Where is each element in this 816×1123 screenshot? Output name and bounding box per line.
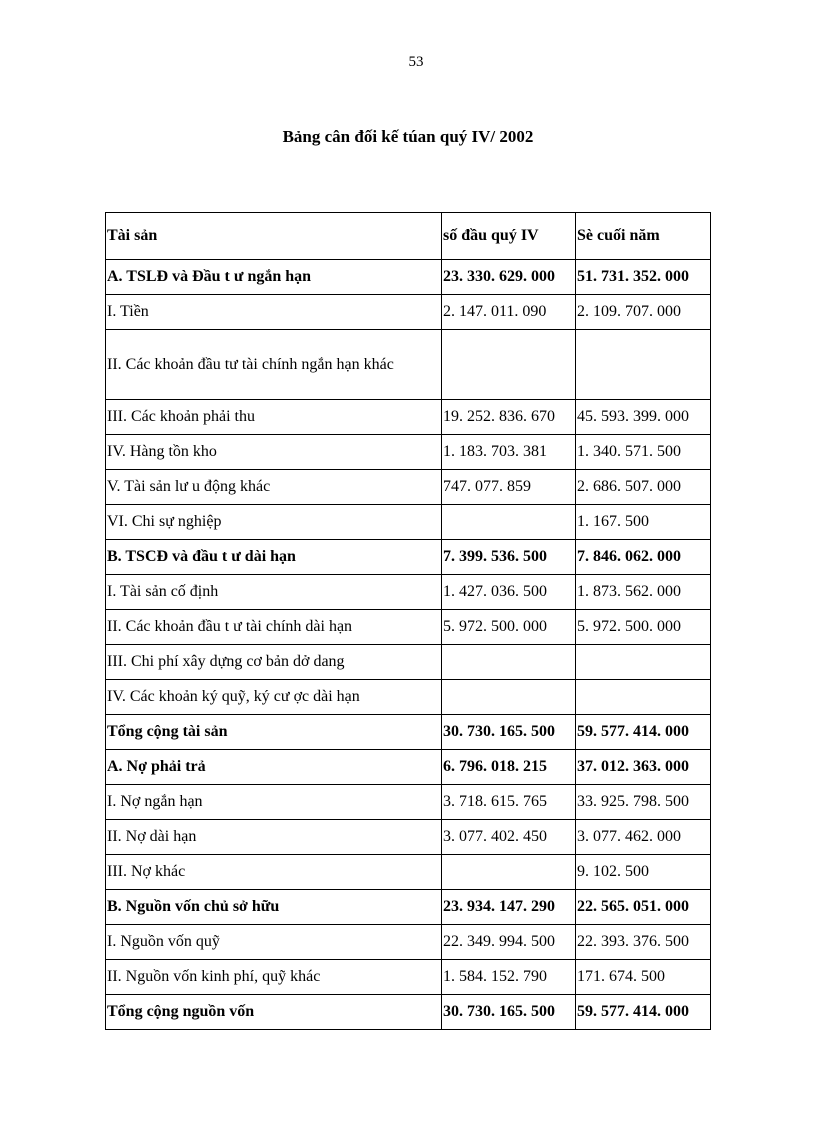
start-of-quarter-value: 3. 077. 402. 450 — [442, 820, 576, 855]
end-of-year-value: 22. 393. 376. 500 — [576, 925, 711, 960]
column-header-start-of-quarter: số đầu quý IV — [442, 213, 576, 260]
table-row — [106, 960, 711, 995]
start-of-quarter-value — [442, 855, 576, 890]
start-of-quarter-value: 23. 330. 629. 000 — [442, 260, 576, 295]
start-of-quarter-value: 6. 796. 018. 215 — [442, 750, 576, 785]
end-of-year-value: 7. 846. 062. 000 — [576, 540, 711, 575]
end-of-year-value: 45. 593. 399. 000 — [576, 400, 711, 435]
table-row — [106, 925, 711, 960]
start-of-quarter-value: 22. 349. 994. 500 — [442, 925, 576, 960]
start-of-quarter-value: 7. 399. 536. 500 — [442, 540, 576, 575]
balance-sheet-body — [106, 213, 711, 1030]
table-row — [106, 890, 711, 925]
start-of-quarter-value: 747. 077. 859 — [442, 470, 576, 505]
table-row — [106, 855, 711, 890]
table-row — [106, 715, 711, 750]
end-of-year-value: 51. 731. 352. 000 — [576, 260, 711, 295]
start-of-quarter-value: 3. 718. 615. 765 — [442, 785, 576, 820]
end-of-year-value: 37. 012. 363. 000 — [576, 750, 711, 785]
end-of-year-value: 171. 674. 500 — [576, 960, 711, 995]
row-label: I. Nguồn vốn quỹ — [106, 925, 442, 960]
row-label: Tổng cộng nguồn vốn — [106, 995, 442, 1030]
end-of-year-value: 5. 972. 500. 000 — [576, 610, 711, 645]
start-of-quarter-value: 19. 252. 836. 670 — [442, 400, 576, 435]
balance-sheet-table — [105, 212, 711, 1030]
page-title: Bảng cân đối kế túan quý IV/ 2002 — [282, 127, 534, 146]
row-label: I. Tiền — [106, 295, 442, 330]
row-label: IV. Hàng tồn kho — [106, 435, 442, 470]
row-label: V. Tài sản lư u động khác — [106, 470, 442, 505]
end-of-year-value: 2. 109. 707. 000 — [576, 295, 711, 330]
row-label: B. TSCĐ và đầu t ư dài hạn — [106, 540, 442, 575]
row-label: Tổng cộng tài sản — [106, 715, 442, 750]
end-of-year-value: 9. 102. 500 — [576, 855, 711, 890]
table-row — [106, 785, 711, 820]
end-of-year-value: 59. 577. 414. 000 — [576, 715, 711, 750]
start-of-quarter-value — [442, 330, 576, 400]
table-row — [106, 575, 711, 610]
row-label: I. Nợ ngắn hạn — [106, 785, 442, 820]
start-of-quarter-value — [442, 680, 576, 715]
column-header-assets: Tài sản — [106, 213, 442, 260]
table-row — [106, 540, 711, 575]
end-of-year-value: 3. 077. 462. 000 — [576, 820, 711, 855]
table-row — [106, 295, 711, 330]
row-label: III. Chi phí xây dựng cơ bản dở dang — [106, 645, 442, 680]
start-of-quarter-value: 5. 972. 500. 000 — [442, 610, 576, 645]
start-of-quarter-value: 1. 183. 703. 381 — [442, 435, 576, 470]
table-row — [106, 435, 711, 470]
start-of-quarter-value: 1. 427. 036. 500 — [442, 575, 576, 610]
row-label: II. Các khoản đầu t ư tài chính dài hạn — [106, 610, 442, 645]
row-label: IV. Các khoản ký quỹ, ký cư ợc dài hạn — [106, 680, 442, 715]
start-of-quarter-value: 2. 147. 011. 090 — [442, 295, 576, 330]
end-of-year-value: 2. 686. 507. 000 — [576, 470, 711, 505]
start-of-quarter-value: 23. 934. 147. 290 — [442, 890, 576, 925]
table-row — [106, 995, 711, 1030]
start-of-quarter-value — [442, 645, 576, 680]
row-label: II. Nợ dài hạn — [106, 820, 442, 855]
start-of-quarter-value: 30. 730. 165. 500 — [442, 995, 576, 1030]
end-of-year-value: 1. 873. 562. 000 — [576, 575, 711, 610]
table-row — [106, 820, 711, 855]
table-row — [106, 260, 711, 295]
start-of-quarter-value: 30. 730. 165. 500 — [442, 715, 576, 750]
table-row — [106, 400, 711, 435]
page-number: 53 — [408, 54, 424, 70]
end-of-year-value: 1. 167. 500 — [576, 505, 711, 540]
table-row — [106, 505, 711, 540]
table-row — [106, 645, 711, 680]
row-label: I. Tài sản cố định — [106, 575, 442, 610]
column-header-end-of-year: Sè cuối năm — [576, 213, 711, 260]
start-of-quarter-value — [442, 505, 576, 540]
end-of-year-value: 59. 577. 414. 000 — [576, 995, 711, 1030]
row-label: B. Nguồn vốn chủ sở hữu — [106, 890, 442, 925]
end-of-year-value — [576, 680, 711, 715]
row-label: III. Nợ khác — [106, 855, 442, 890]
row-label: A. TSLĐ và Đầu t ư ngắn hạn — [106, 260, 442, 295]
table-row — [106, 330, 711, 400]
end-of-year-value — [576, 645, 711, 680]
end-of-year-value: 22. 565. 051. 000 — [576, 890, 711, 925]
end-of-year-value: 33. 925. 798. 500 — [576, 785, 711, 820]
end-of-year-value — [576, 330, 711, 400]
table-row — [106, 470, 711, 505]
end-of-year-value: 1. 340. 571. 500 — [576, 435, 711, 470]
row-label: VI. Chi sự nghiệp — [106, 505, 442, 540]
row-label: II. Nguồn vốn kinh phí, quỹ khác — [106, 960, 442, 995]
table-row — [106, 610, 711, 645]
table-row — [106, 680, 711, 715]
start-of-quarter-value: 1. 584. 152. 790 — [442, 960, 576, 995]
row-label: III. Các khoản phải thu — [106, 400, 442, 435]
row-label: II. Các khoản đầu tư tài chính ngắn hạn khác — [106, 330, 442, 400]
row-label: A. Nợ phải trả — [106, 750, 442, 785]
table-row — [106, 750, 711, 785]
table-header-row — [106, 213, 711, 260]
